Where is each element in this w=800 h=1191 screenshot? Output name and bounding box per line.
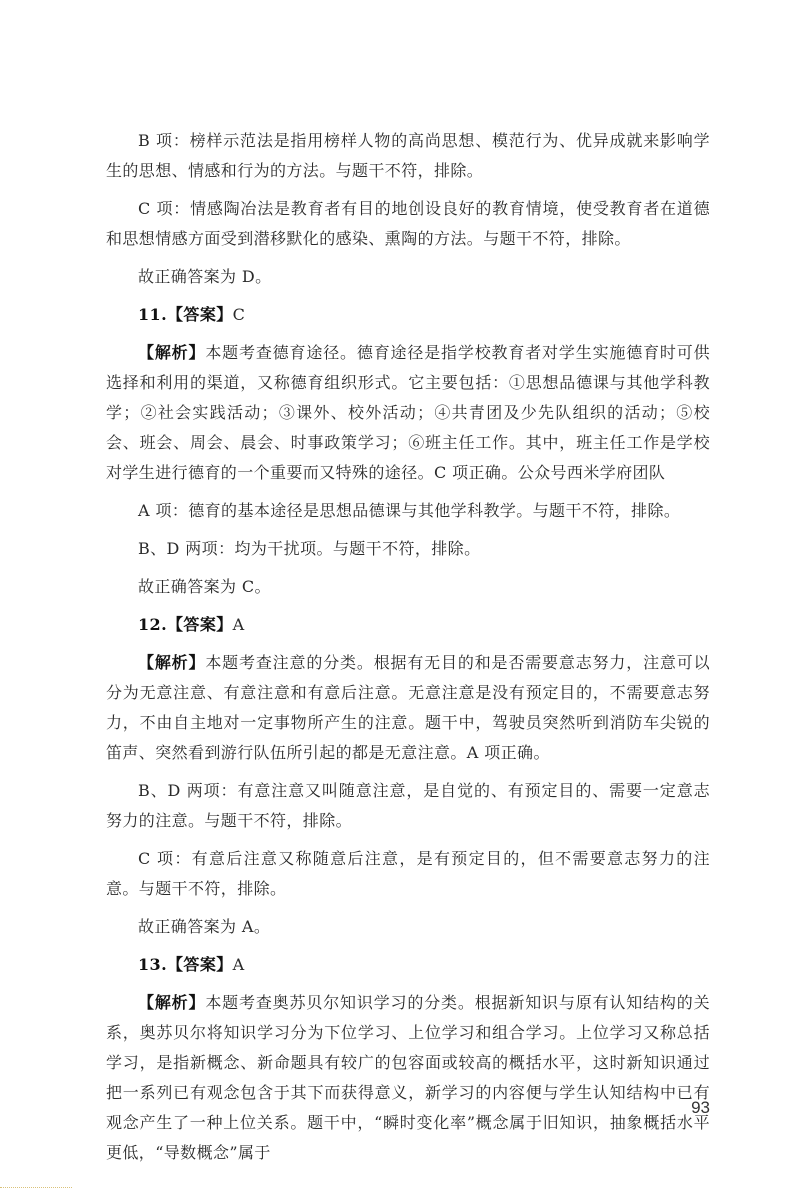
paragraph-text: B、D 两项：均为干扰项。与题干不符，排除。	[138, 539, 481, 558]
analysis-text: 本题考查奥苏贝尔知识学习的分类。根据新知识与原有认知结构的关系，奥苏贝尔将知识学习分为下位学习、上位学习和组合学习。上位学习又称总括学习，是指新概念、新命题具有较广的包容面或较高的概括水平，这时新知识通过把一系列已有观念包含于其下而获得意义，新学习的内容便与学生认知结构中已有观念产生了一种上位关系。题干中，“瞬时变化率”概念属于旧知识，抽象概括水平更低，“导数概念”属于	[106, 993, 710, 1162]
paragraph-text: C 项：情感陶冶法是教育者有目的地创设良好的教育情境，使受教育者在道德和思想情感方面受到潜移默化的感染、熏陶的方法。与题干不符，排除。	[106, 199, 710, 248]
question-12-answer	[106, 610, 710, 640]
paragraph-text: C 项：有意后注意又称随意后注意，是有预定目的，但不需要意志努力的注意。与题干不符，排除。	[106, 849, 710, 898]
page-number: 93	[691, 1098, 710, 1117]
analysis-label: 【解析】	[138, 993, 206, 1012]
paragraph-bd-options-attention	[106, 776, 710, 836]
analysis-label: 【解析】	[138, 653, 206, 672]
paragraph-text: A 项：德育的基本途径是思想品德课与其他学科教学。与题干不符，排除。	[138, 501, 681, 520]
paragraph-text: B、D 两项：有意注意又叫随意注意，是自觉的、有预定目的、需要一定意志努力的注意。与题干不符，排除。	[106, 781, 710, 830]
question-11-analysis	[106, 338, 710, 488]
question-12-analysis	[106, 648, 710, 768]
answer-value: A	[232, 955, 245, 974]
question-13-answer	[106, 950, 710, 980]
paragraph-answer-d	[106, 262, 710, 292]
question-11-answer	[106, 300, 710, 330]
paragraph-text: 故正确答案为 A。	[138, 917, 271, 936]
document-body	[106, 126, 710, 1176]
paragraph-c-option-attention	[106, 844, 710, 904]
paragraph-answer-c	[106, 572, 710, 602]
paragraph-text: 故正确答案为 D。	[138, 267, 272, 286]
answer-label: 12.【答案】	[138, 615, 233, 634]
analysis-text: 本题考查注意的分类。根据有无目的和是否需要意志努力，注意可以分为无意注意、有意注意和有意后注意。无意注意是没有预定目的，不需要意志努力，不由自主地对一定事物所产生的注意。题干中，驾驶员突然听到消防车尖锐的笛声、突然看到游行队伍所引起的都是无意注意。A 项正确。	[106, 653, 710, 762]
paragraph-answer-a	[106, 912, 710, 942]
paragraph-c-option-emotion	[106, 194, 710, 254]
question-13-analysis	[106, 988, 710, 1168]
analysis-text: 本题考查德育途径。德育途径是指学校教育者对学生实施德育时可供选择和利用的渠道，又称德育组织形式。它主要包括：①思想品德课与其他学科教学；②社会实践活动；③课外、校外活动；④共青团及少先队组织的活动；⑤校会、班会、周会、晨会、时事政策学习；⑥班主任工作。其中，班主任工作是学校对学生进行德育的一个重要而又特殊的途径。C 项正确。公众号西米学府团队	[106, 343, 710, 482]
page-corner-divider	[0, 1187, 72, 1191]
answer-label: 11.【答案】	[138, 305, 233, 324]
paragraph-bd-options-distractors	[106, 534, 710, 564]
answer-label: 13.【答案】	[138, 955, 233, 974]
answer-value: C	[232, 305, 246, 324]
paragraph-text: 故正确答案为 C。	[138, 577, 271, 596]
analysis-label: 【解析】	[138, 343, 206, 362]
paragraph-a-option-moral-education	[106, 496, 710, 526]
paragraph-b-option-role-model	[106, 126, 710, 186]
answer-value: A	[232, 615, 245, 634]
paragraph-text: B 项：榜样示范法是指用榜样人物的高尚思想、模范行为、优异成就来影响学生的思想、情感和行为的方法。与题干不符，排除。	[106, 131, 710, 180]
